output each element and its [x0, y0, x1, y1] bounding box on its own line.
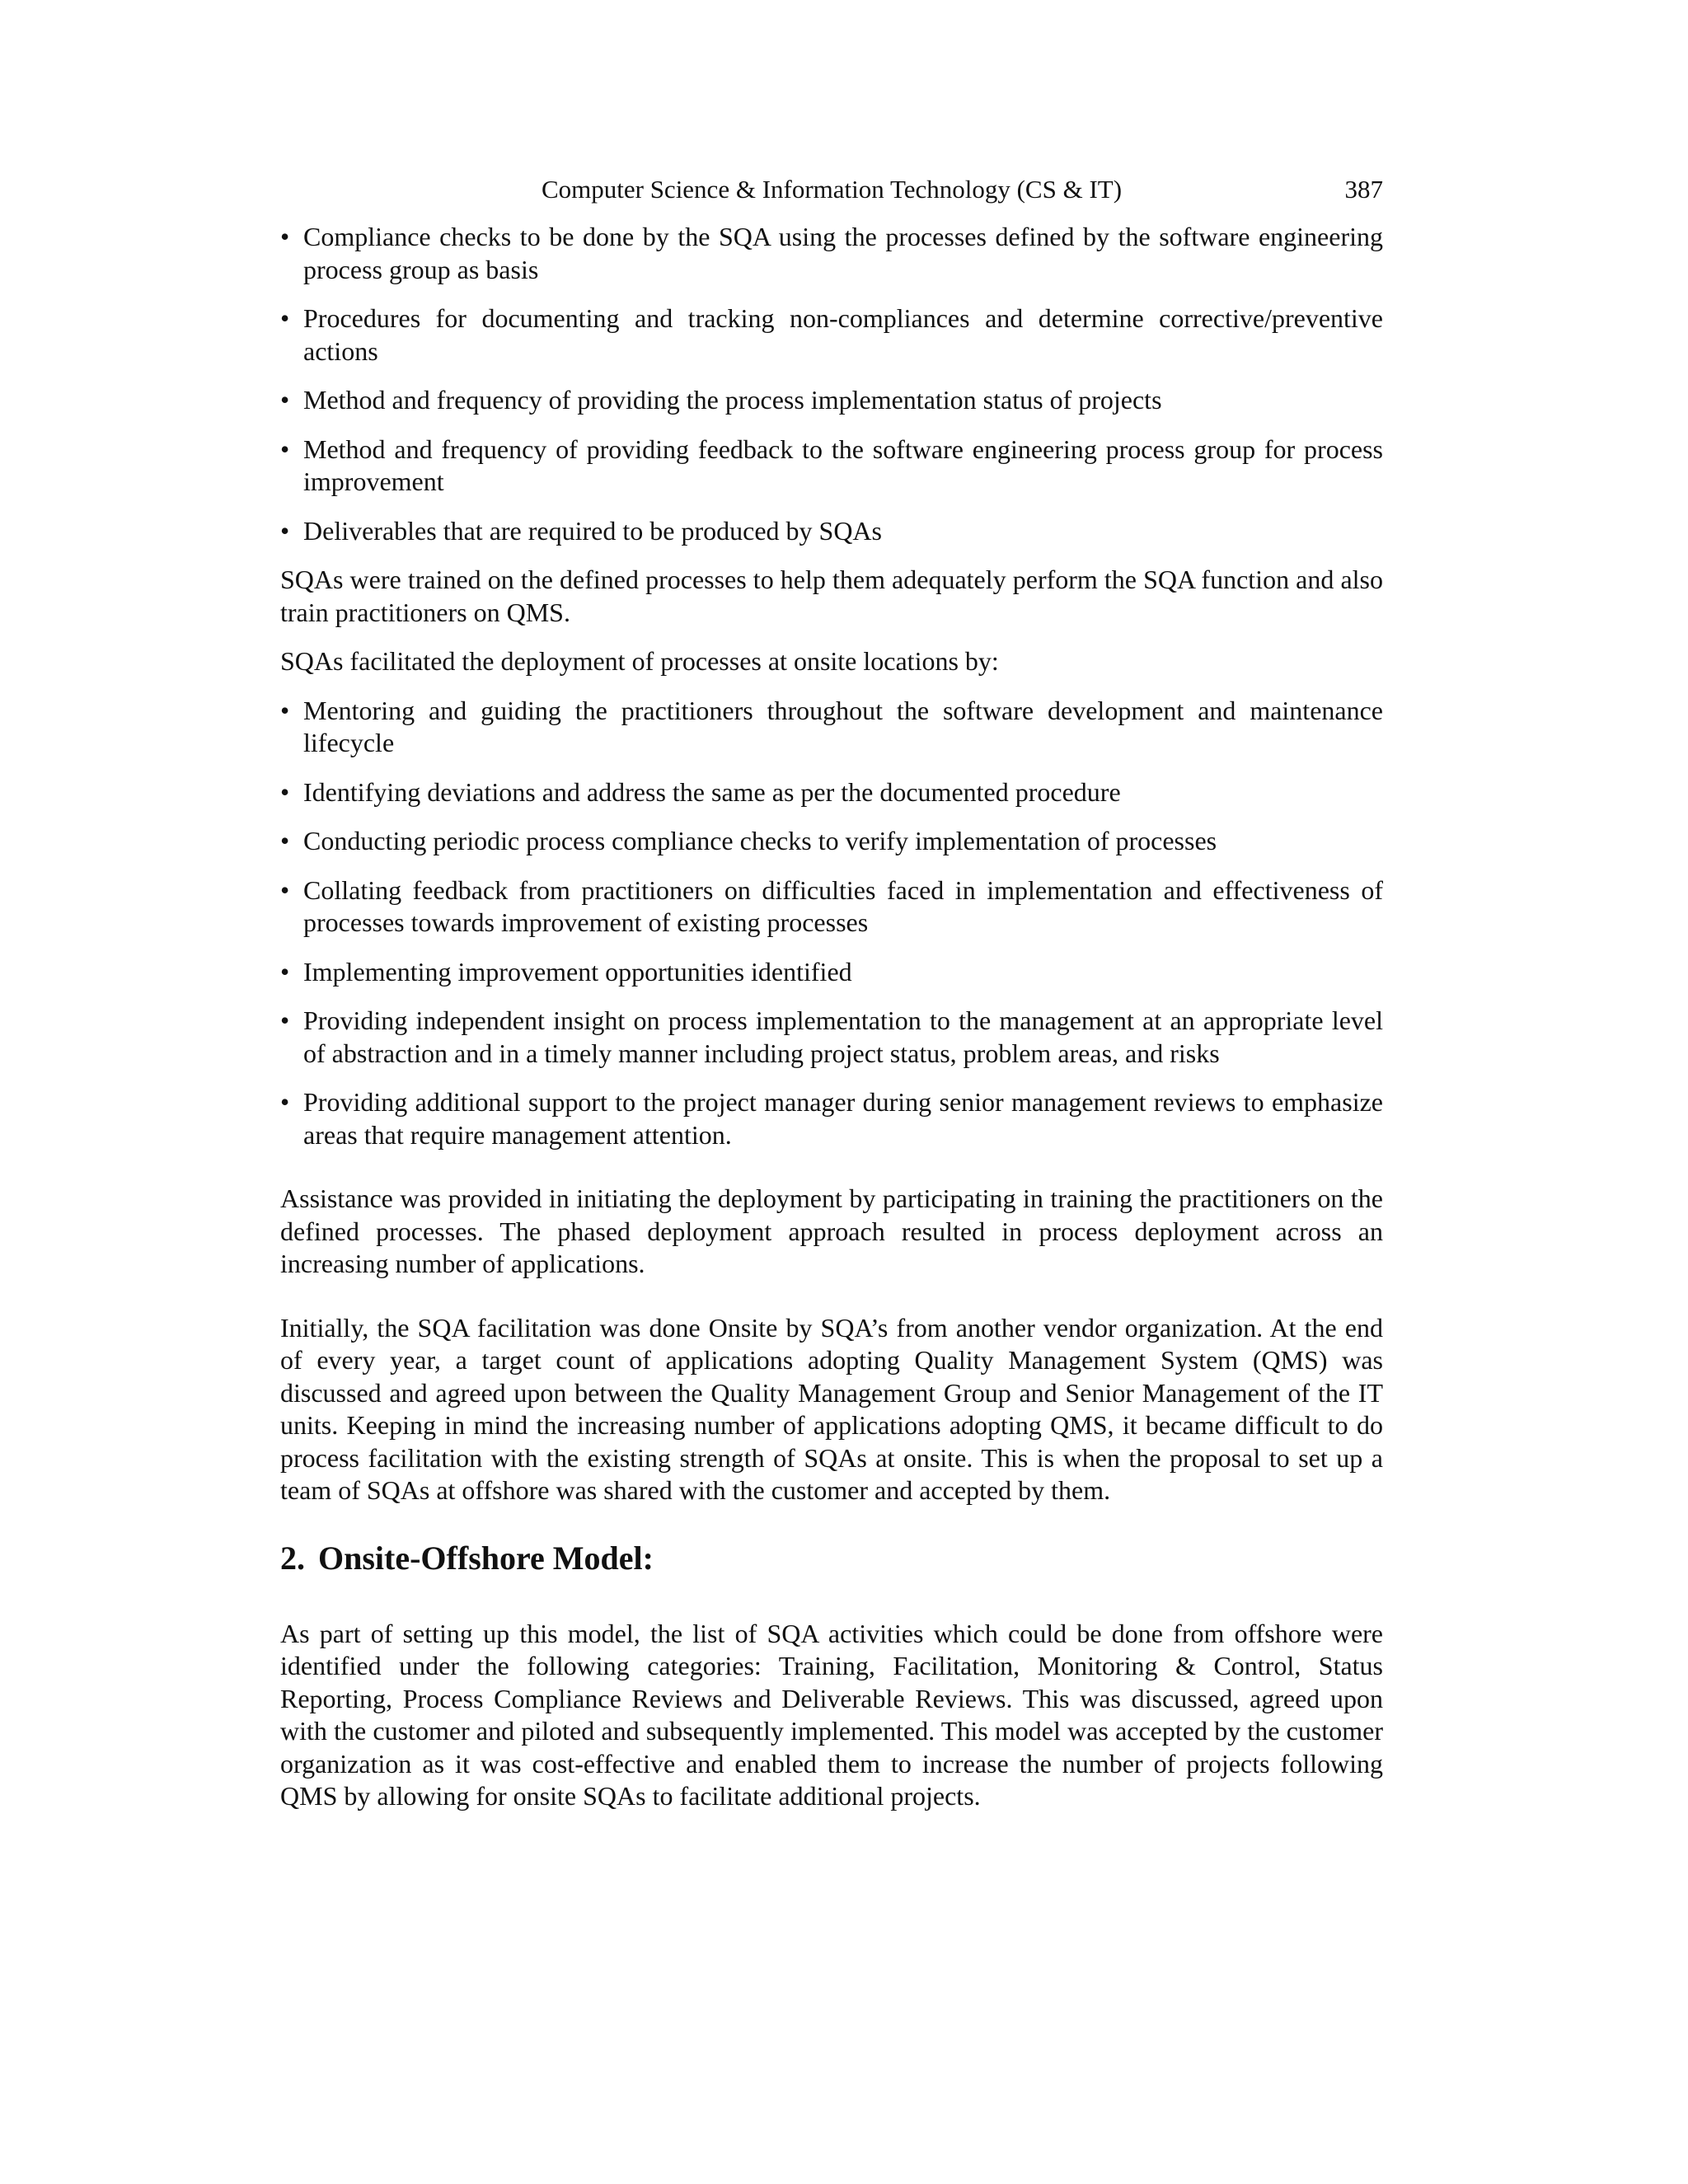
bullet-icon: •	[280, 222, 290, 251]
bullet-icon: •	[280, 1087, 290, 1117]
list-item: • Implementing improvement opportunities identified	[280, 956, 1383, 989]
list-item: • Identifying deviations and address the same as per the documented procedure	[280, 776, 1383, 809]
running-header	[280, 173, 1383, 206]
paragraph-assistance: Assistance was provided in initiating the deployment by participating in training the practitioners on the defined processes. The phased deployment approach resulted in process deployment across an increasing number of applications.	[280, 1183, 1383, 1278]
section-heading	[280, 1539, 1383, 1578]
list-item: • Mentoring and guiding the practitioners throughout the software development and maintenance lifecycle	[280, 695, 1383, 757]
document-page	[280, 0, 1383, 2184]
section-title: Onsite-Offshore Model:	[318, 1539, 654, 1577]
bullet-icon: •	[280, 874, 290, 905]
list-item: • Providing additional support to the project manager during senior management reviews to emphasize areas that require management attention.	[280, 1087, 1383, 1150]
bullet-icon: •	[280, 434, 290, 464]
bullet-icon: •	[280, 385, 290, 415]
list-item: • Providing independent insight on process implementation to the management at an appropriate level of abstraction and in a timely manner including project status, problem areas, and risks	[280, 1005, 1383, 1068]
paragraph-initially: Initially, the SQA facilitation was done Onsite by SQA’s from another vendor organization. At the end of every year, a target count of applications adopting Quality Management System (QMS) was discussed and agreed upon between the Quality Management Group and Senior Management of the IT units. Keeping in mind the increasing number of applications adopting QMS, it became difficult to do process facilitation with the existing strength of SQAs at onsite. This is when the proposal to set up a team of SQAs at offshore was shared with the customer and accepted by them.	[280, 1312, 1383, 1505]
bullet-icon: •	[280, 695, 290, 725]
list-item: • Collating feedback from practitioners on difficulties faced in implementation and effectiveness of processes towards improvement of existing processes	[280, 874, 1383, 937]
paragraph-facilitated: SQAs facilitated the deployment of processes at onsite locations by:	[280, 646, 999, 676]
body-text	[280, 221, 1383, 1830]
paragraph-model: As part of setting up this model, the list of SQA activities which could be done from offshore were identified under the following categories: Training, Facilitation, Monitoring & Control, Status Reporting, Process Compliance Reviews and Deliverable Reviews. This was discussed, agreed upon with the customer and piloted and subsequently implemented. This model was accepted by the customer organization as it was cost-effective and enabled them to increase the number of projects following QMS by allowing for onsite SQAs to facilitate additional projects.	[280, 1618, 1383, 1811]
list-item: • Method and frequency of providing the process implementation status of projects	[280, 384, 1383, 417]
bullet-icon: •	[280, 776, 290, 807]
bullet-icon: •	[280, 956, 290, 987]
list-item: • Method and frequency of providing feedback to the software engineering process group for process improvement	[280, 434, 1383, 496]
journal-title: Computer Science & Information Technology (CS & IT)	[541, 175, 1123, 204]
section-number: 2.	[280, 1539, 305, 1577]
bullet-icon: •	[280, 1005, 290, 1035]
list-item: • Conducting periodic process compliance checks to verify implementation of processes	[280, 825, 1383, 858]
bullet-icon: •	[280, 303, 290, 333]
bullet-icon: •	[280, 515, 290, 546]
facilitation-list	[280, 695, 1383, 1152]
paragraph-trained: SQAs were trained on the defined processes to help them adequately perform the SQA function and also train practitioners on QMS.	[280, 565, 1383, 627]
list-item: • Deliverables that are required to be produced by SQAs	[280, 515, 1383, 548]
list-item: • Procedures for documenting and tracking non-compliances and determine corrective/preventive actions	[280, 303, 1383, 366]
list-item: • Compliance checks to be done by the SQA using the processes defined by the software engineering process group as basis	[280, 222, 1383, 284]
bullet-icon: •	[280, 826, 290, 855]
page-number: 387	[1344, 175, 1383, 204]
sqa-plan-list	[280, 221, 1383, 547]
